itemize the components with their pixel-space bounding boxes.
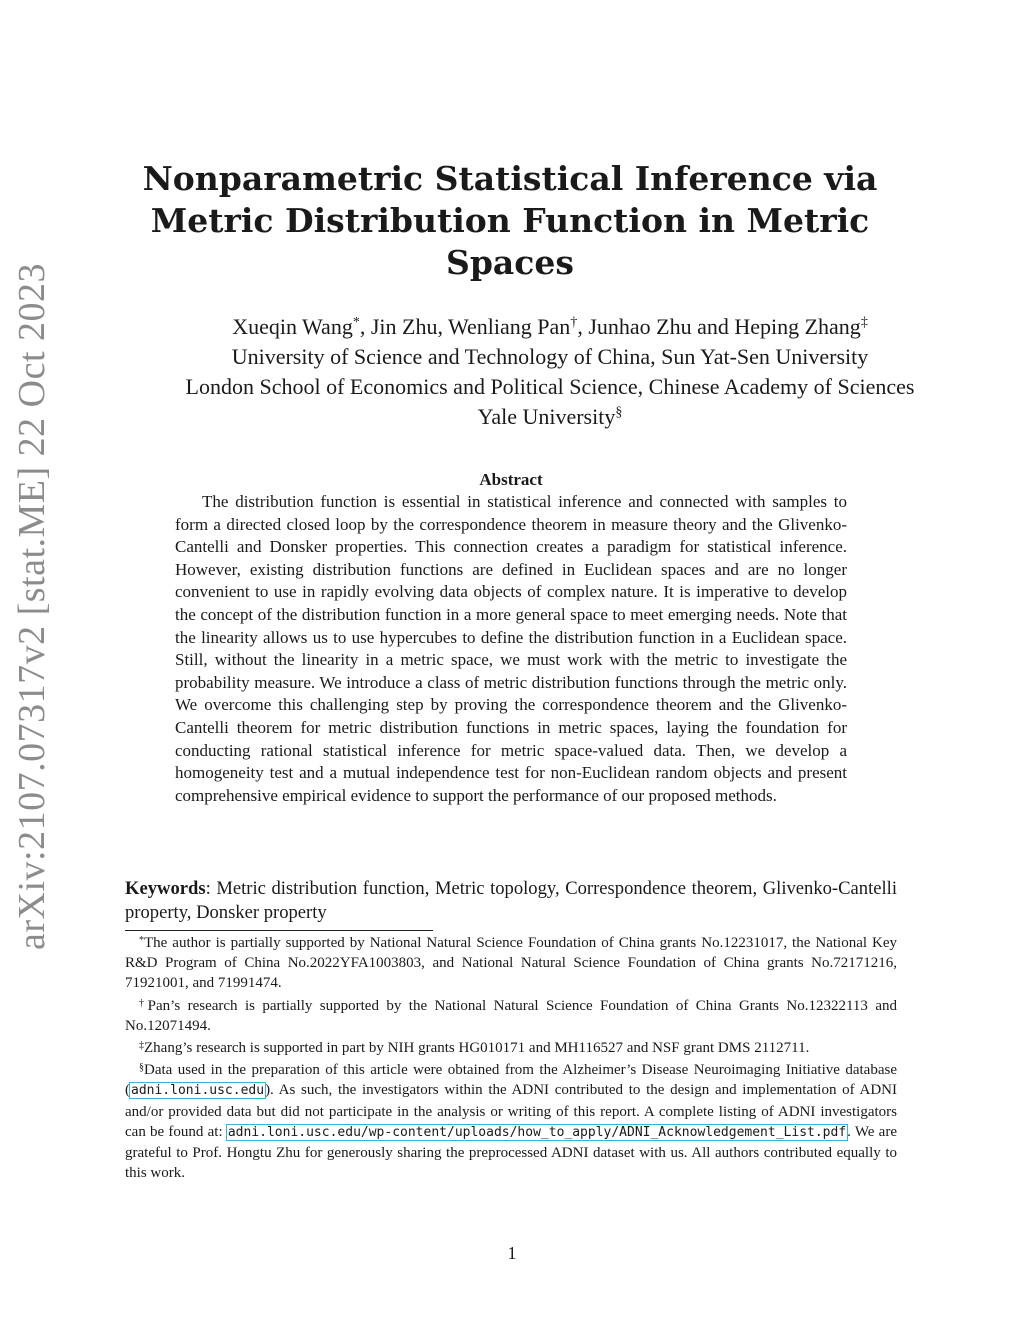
author-name: , Junhao Zhu and Heping Zhang <box>577 314 861 339</box>
footnote-text: The author is partially supported by National Natural Science Foundation of China grants No.12231017, the National Key R&D Program of China No.2022YFA1003803, and National Natural Science Foundation of China grants No.72171216, 71921001, and 71991474. <box>125 935 897 992</box>
affiliation-text: Yale University <box>477 404 616 429</box>
title-line: Metric Distribution Function in Metric <box>150 201 870 240</box>
paper-title <box>140 158 880 284</box>
arxiv-identifier: arXiv:2107.07317v2 [stat.ME] 22 Oct 2023 <box>11 262 53 950</box>
footnote <box>125 1060 897 1183</box>
footnote-marker[interactable]: ‡ <box>860 315 868 330</box>
abstract-text: The distribution function is essential in statistical inference and connected with samples to form a directed closed loop by the correspondence theorem in measure theory and the Glivenko-Cantelli and Donsker properties. This connection creates a paradigm for statistical inference. However, existing distribution functions are defined in Euclidean spaces and are no longer convenient to use in rapidly evolving data objects of complex nature. It is imperative to develop the concept of the distribution function in a more general space to meet emerging needs. Note that the linearity allows us to use hypercubes to define the distribution function in a Euclidean space. Still, without the linearity in a metric space, we must work with the metric to investigate the probability measure. We introduce a class of metric distribution functions through the metric only. We overcome this challenging step by proving the correspondence theorem and the Glivenko-Cantelli theorem for metric distribution functions in metric spaces, laying the foundation for conducting rational statistical inference for metric space-valued data. Then, we develop a homogeneity test and a mutual independence test for non-Euclidean random objects and present comprehensive empirical evidence to support the performance of our proposed methods. <box>175 492 847 805</box>
footnote <box>125 933 897 994</box>
abstract-heading: Abstract <box>479 470 543 489</box>
footnote-text: ). As such, the investigators within the ADNI contributed to the design and implementation of ADNI and/or provided data but did not participate in the analysis or writing of this report. A complete listing of ADNI investigators can be found at: <box>125 1082 897 1140</box>
footnote <box>125 1038 897 1058</box>
adni-acknowledgement-link[interactable]: adni.loni.usc.edu/wp-content/uploads/how_to_apply/ADNI_Acknowledgement_List.pdf <box>227 1124 847 1140</box>
footnote-text: . We are grateful to Prof. Hongtu Zhu for generously sharing the preprocessed ADNI dataset with us. All authors contributed equally to this work. <box>125 1123 897 1182</box>
footnote-mark: § <box>139 1062 144 1074</box>
footnote-text: Zhang’s research is supported in part by NIH grants HG010171 and MH116527 and NSF grant DMS 2112711. <box>144 1040 810 1057</box>
keywords-text: : Metric distribution function, Metric topology, Correspondence theorem, Glivenko-Cantelli property, Donsker property <box>125 878 897 923</box>
footnote-marker[interactable]: * <box>352 315 360 330</box>
affiliation-line: London School of Economics and Political Science, Chinese Academy of Sciences <box>185 374 915 399</box>
footnote-text: Pan’s research is partially supported by the National Natural Science Foundation of China Grants No.12322113 and No.12071494. <box>125 997 897 1034</box>
footnote-text: Data used in the preparation of this article were obtained from the Alzheimer’s Disease Neuroimaging Initiative database ( <box>125 1062 897 1099</box>
footnote-divider <box>125 930 433 931</box>
footnote-marker[interactable]: § <box>615 405 623 420</box>
keywords <box>125 877 897 925</box>
title-line: Spaces <box>446 243 574 282</box>
affiliation-line: University of Science and Technology of China, Sun Yat-Sen University <box>231 344 869 369</box>
footnote-mark: * <box>139 935 144 946</box>
page-number: 1 <box>507 1243 517 1263</box>
footnote-mark: † <box>139 997 148 1009</box>
keywords-label: Keywords <box>125 878 206 899</box>
author-block <box>100 312 1000 432</box>
author-name: , Jin Zhu, Wenliang Pan <box>359 314 571 339</box>
footnote-mark: ‡ <box>139 1040 144 1052</box>
footnote <box>125 996 897 1036</box>
footnotes <box>125 933 897 1183</box>
author-name: Xueqin Wang <box>232 314 353 339</box>
footnote-marker[interactable]: † <box>570 315 578 330</box>
affiliation-line <box>100 402 1000 432</box>
author-list <box>100 312 1000 342</box>
adni-website-link[interactable]: adni.loni.usc.edu <box>131 1083 265 1099</box>
title-line: Nonparametric Statistical Inference via <box>142 159 878 198</box>
